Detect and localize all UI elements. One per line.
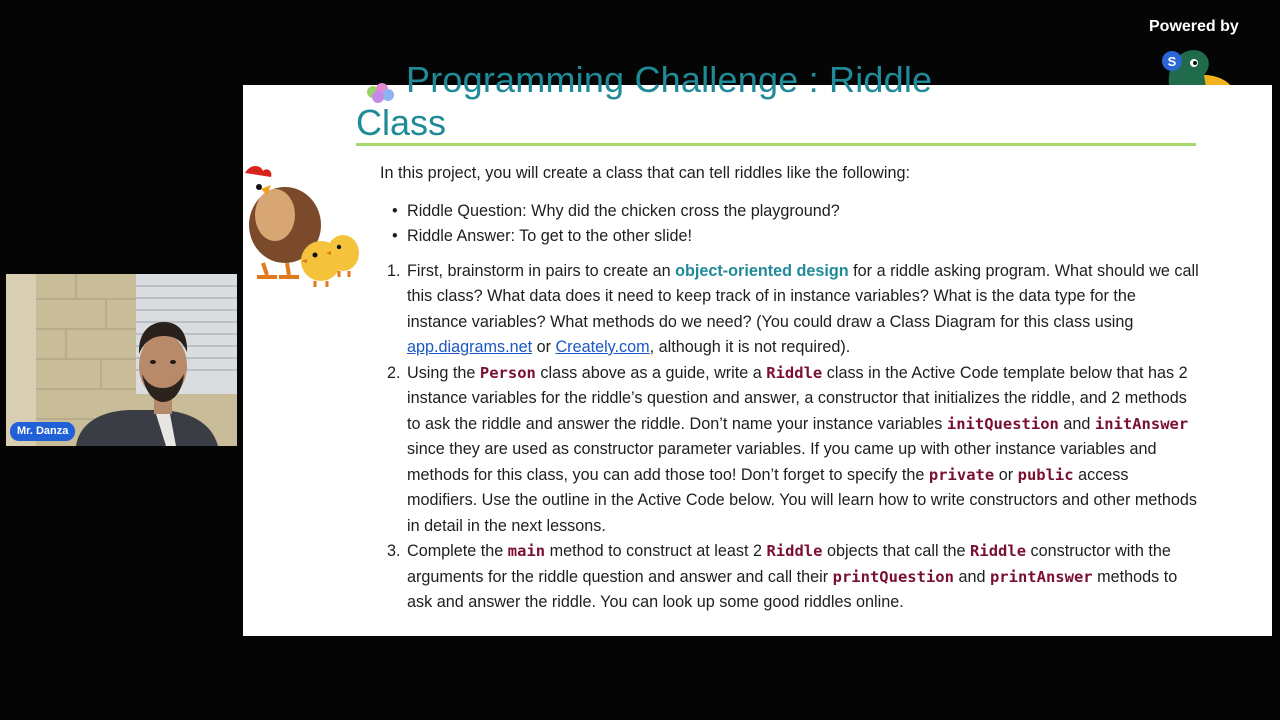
step-text: Complete the (407, 542, 508, 560)
step-text: , although it is not required). (649, 338, 851, 356)
step-text: methods to ask and answer the riddle. You can look up some good riddles online. (407, 567, 1178, 611)
chickens-illustration-icon (243, 163, 363, 288)
step-text: and (953, 567, 990, 586)
step-text: method to construct at least 2 (545, 542, 767, 560)
powered-by-label: Powered by (1149, 18, 1239, 35)
step-number: 2. (387, 363, 401, 382)
code-private: private (928, 465, 995, 484)
title-previous-text: Programming Challenge : Riddle (406, 59, 933, 100)
code-public: public (1017, 465, 1074, 484)
step-text: for a riddle asking program. What should we call this class? What data does it need to keep track of in instance variables? What is the data type for the instance variables? What methods do we need? (You could draw a Class Diagram for this class using (407, 261, 1199, 331)
step-2 (380, 361, 1200, 540)
step-text: and (1058, 414, 1095, 433)
code-riddle: Riddle (766, 542, 823, 560)
step-text: since they are used as constructor parameter variables. If you came up with other instance variables and methods for this class, you can add those too! Don’t forget to specify the (407, 440, 1157, 484)
intro-text: In this project, you will create a class that can tell riddles like the following: (380, 164, 910, 182)
presenter-name-tag: Mr. Danza (10, 422, 75, 441)
step-number: 1. (387, 261, 401, 280)
list-item: • Riddle Answer: To get to the other slide! (392, 224, 1200, 250)
step-text: First, brainstorm in pairs to create an (407, 261, 676, 280)
step-text: constructor with the arguments for the riddle question and answer and call their (407, 542, 1171, 586)
slide-title-previous-line (356, 59, 932, 101)
code-riddle: Riddle (766, 363, 823, 382)
creately-link[interactable]: Creately.com (555, 338, 650, 356)
step-text: or (994, 465, 1018, 484)
page-title: Class (356, 102, 447, 143)
steps-list (380, 259, 1200, 616)
logo-letter: S (1167, 54, 1177, 69)
colorful-blob-icon (364, 71, 398, 93)
step-3 (380, 539, 1200, 616)
step-text: objects that call the (822, 542, 971, 560)
code-main: main (507, 542, 546, 560)
step-text: class in the Active Code template below that has 2 instance variables for the riddle’s question and answer, a constructor that initializes the riddle, and 2 methods to ask the riddle and answer the riddle. Don’t name your instance variables (407, 363, 1188, 433)
slide-content (380, 161, 1200, 616)
step-text: class above as a guide, write a (535, 363, 767, 382)
code-riddle: Riddle (970, 542, 1027, 560)
shared-screen (243, 59, 1272, 636)
riddle-example-list (380, 199, 1200, 250)
slide-title-area (356, 55, 1196, 146)
step-1 (380, 259, 1200, 361)
app-diagrams-link[interactable]: app.diagrams.net (407, 338, 533, 356)
webcam-video-frame (6, 274, 237, 446)
step-text: access modifiers. Use the outline in the Active Code below. You will learn how to write constructors and other methods in detail in the next lessons. (407, 465, 1198, 535)
step-number: 3. (387, 542, 401, 560)
step-text: Using the (407, 363, 480, 382)
code-init-question: initQuestion (946, 414, 1059, 433)
presenter-webcam (6, 274, 237, 446)
step-text: or (532, 338, 556, 356)
list-item: • Riddle Question: Why did the chicken cross the playground? (392, 199, 1200, 225)
code-print-answer: printAnswer (989, 567, 1093, 586)
code-person: Person (479, 363, 536, 382)
code-print-question: printQuestion (832, 567, 954, 586)
code-init-answer: initAnswer (1094, 414, 1189, 433)
object-oriented-design-link[interactable]: object-oriented design (675, 261, 849, 280)
